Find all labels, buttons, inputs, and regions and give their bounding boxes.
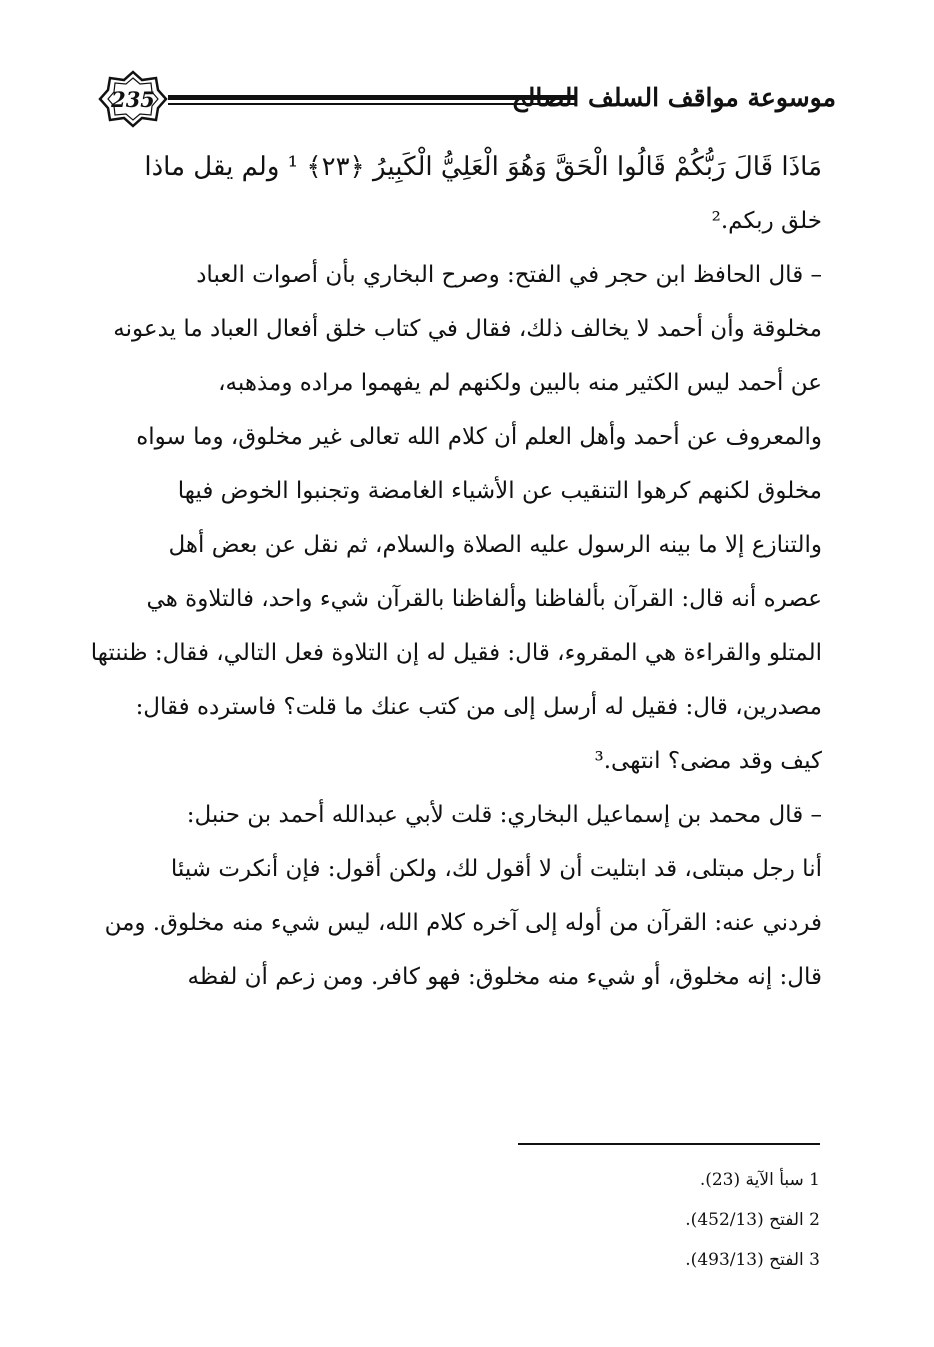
text-line: مصدرين، قال: فقيل له أرسل إلى من كتب عنك ما قلت؟ فاسترده فقال:	[135, 694, 822, 720]
text-line: مخلوق لكنهم كرهوا التنقيب عن الأشياء الغامضة وتجنبوا الخوض فيها	[177, 478, 822, 504]
footnotes	[518, 1160, 820, 1280]
text-line: والتنازع إلا ما بينه الرسول عليه الصلاة والسلام، ثم نقل عن بعض أهل	[168, 532, 822, 558]
running-title: موسوعة مواقف السلف الصالح	[511, 83, 836, 112]
page-number: 235	[111, 86, 155, 112]
text-line: والمعروف عن أحمد وأهل العلم أن كلام الله تعالى غير مخلوق، وما سواه	[136, 424, 822, 450]
page-number-badge	[98, 70, 168, 128]
text-line: المتلو والقراءة هي المقروء، قال: فقيل له إن التلاوة فعل التالي، فقال: ظننتها	[90, 640, 822, 666]
text-line: مَاذَا قَالَ رَبُّكُمْ قَالُوا الْحَقَّ وَهُوَ الْعَلِيُّ الْكَبِيرُ ﴿٢٣﴾ ¹ ولم يقل ماذا	[144, 152, 822, 182]
footnote-separator	[518, 1143, 820, 1145]
page-header	[98, 70, 836, 128]
body-text	[84, 140, 822, 1004]
text-line: خلق ربكم.²	[711, 208, 822, 234]
text-line: – قال محمد بن إسماعيل البخاري: قلت لأبي عبدالله أحمد بن حنبل:	[186, 802, 822, 828]
text-line: – قال الحافظ ابن حجر في الفتح: وصرح البخاري بأن أصوات العباد	[196, 262, 822, 288]
text-line: مخلوقة وأن أحمد لا يخالف ذلك، فقال في كتاب خلق أفعال العباد ما يدعونه	[113, 316, 822, 342]
text-line: عن أحمد ليس الكثير منه بالبين ولكنهم لم يفهموا مراده ومذهبه،	[218, 370, 822, 396]
footnote: 1 سبأ الآية (23).	[699, 1170, 820, 1190]
text-line: قال: إنه مخلوق، أو شيء منه مخلوق: فهو كافر. ومن زعم أن لفظه	[187, 964, 822, 990]
footnote: 3 الفتح (493/13).	[685, 1250, 820, 1270]
text-line: كيف وقد مضى؟ انتهى.³	[594, 748, 822, 774]
text-line: فردني عنه: القرآن من أوله إلى آخره كلام الله، ليس شيء منه مخلوق. ومن	[104, 910, 822, 936]
footnote: 2 الفتح (452/13).	[685, 1210, 820, 1230]
text-line: أنا رجل مبتلى، قد ابتليت أن لا أقول لك، ولكن أقول: فإن أنكرت شيئا	[170, 856, 822, 882]
text-line: عصره أنه قال: القرآن بألفاظنا وألفاظنا بالقرآن شيء واحد، فالتلاوة هي	[146, 586, 822, 612]
